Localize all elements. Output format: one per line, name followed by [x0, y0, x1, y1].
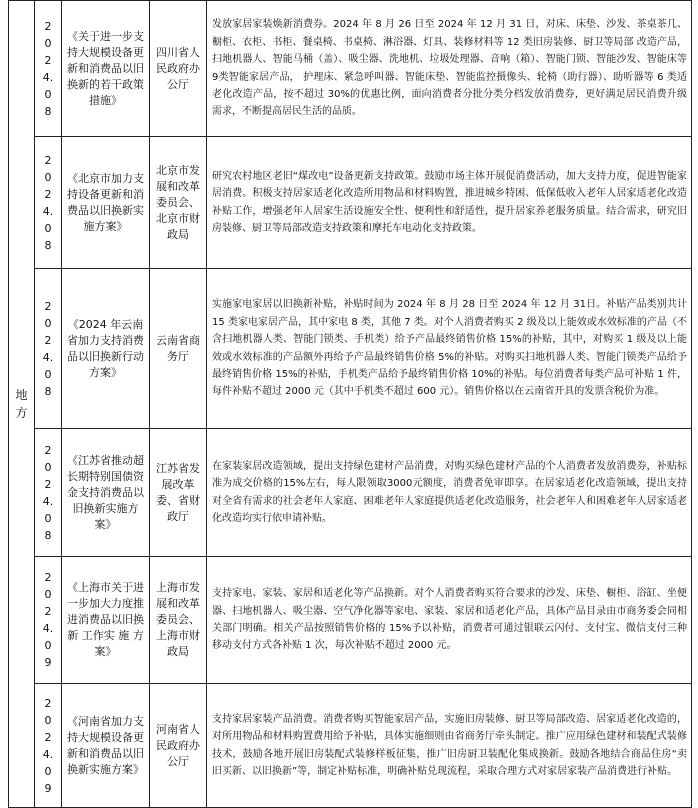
policy-content-cell: 实施家电家居以旧换新补贴，补贴时间为 2024 年 8 月 28 日至 2024 年 12 月 31日。补贴产品类别共计 15 类家电家居产品，其中家电 8 类，其他 7 类。对个人消费者购买 2 级及以上能效或水效标准的产品（不含扫地机器人类、智能门锁类、手机类）给予产品最终销售价格 15%的补贴，其中，对购买 1 级及以上能效或水效标准的产品额外再给予产品最终销售价格 5%的补贴。对购买扫地机器人类、智能门锁类产品给予最终销售价格 15%的补贴，手机类产品给予最终销售价格 10%的补贴。每位消费者每类产品可补贴 1 件，每件补贴不超过 2000 元（其中手机类不超过 600 元）。销售价格以在云南省开具的发票含税价为准。 — [207, 269, 692, 429]
date-cell — [35, 1, 62, 137]
policy-name-cell: 《河南省加力支持大规模设备更新和消费品以旧换新实施方案》 — [62, 684, 150, 808]
date-cell — [35, 429, 62, 557]
issuing-org-cell: 四川省人民政府办公厅 — [150, 1, 207, 137]
table-row — [9, 684, 692, 808]
policy-name-cell: 《2024 年云南省加力支持消费品以旧换新行动方案》 — [62, 269, 150, 429]
date-cell — [35, 557, 62, 684]
region-label: 地方 — [15, 388, 28, 420]
table-row — [9, 429, 692, 557]
issuing-org-cell: 云南省商务厅 — [150, 269, 207, 429]
date-text: 2024.08 — [42, 443, 54, 542]
date-cell — [35, 137, 62, 269]
region-cell — [9, 1, 35, 808]
date-text: 2024.09 — [42, 571, 54, 669]
policy-content-cell: 支持家电、家装、家居和适老化等产品换新。对个人消费者购买符合要求的沙发、床垫、橱柜、浴缸、坐便器、扫地机器人、吸尘器、空气净化器等家电、家装、家居和适老化产品，具体产品目录由市商务委会同相关部门明确。相关产品按照销售价格的 15%予以补贴，消费者可通过银联云闪付、支付宝、微信支付三种移动支付方式各补贴 1 次，每次补贴不超过 2000 元。 — [207, 557, 692, 684]
date-cell — [35, 684, 62, 808]
issuing-org-cell: 江苏省发展改革委、省财政厅 — [150, 429, 207, 557]
policy-name-cell: 《关于进一步支持大规模设备更新和消费品以旧换新的若干政策措施》 — [62, 1, 150, 137]
issuing-org-cell: 北京市发展和改革委员会、北京市财政局 — [150, 137, 207, 269]
date-text: 2024.08 — [42, 19, 54, 118]
date-text: 2024.08 — [42, 153, 54, 252]
policy-table — [8, 0, 692, 808]
policy-content-cell: 研究农村地区老旧“煤改电”设备更新支持政策。鼓励市场主体开展促消费活动，加大支持力度，促进智能家居消费。积极支持居家适老化改造所用物品和材料购置，推进城乡特困、低保低收入老年人居家适老化改造补贴工作，增强老年人居家生活设施安全性、便利性和舒适性，提升居家养老服务质量。结合需求，研究旧房装修、厨卫等局部改造支持政策和摩托车电动化支持政策。 — [207, 137, 692, 269]
issuing-org-cell: 上海市发展和改革委员会、上海市财政局 — [150, 557, 207, 684]
table-row — [9, 269, 692, 429]
issuing-org-cell: 河南省人民政府办公厅 — [150, 684, 207, 808]
policy-name-cell: 《北京市加力支持设备更新和消费品以旧换新实施方案》 — [62, 137, 150, 269]
policy-name-cell: 《江苏省推动超长期特别国债资金支持消费品以旧换新实施方案》 — [62, 429, 150, 557]
table-row — [9, 1, 692, 137]
date-cell — [35, 269, 62, 429]
policy-content-cell: 支持家居家装产品消费。消费者购买智能家居产品，实施旧房装修、厨卫等局部改造、居家适老化改造的，对所用物品和材料购置费用给予补贴，具体实施细则由省商务厅牵头制定。推广应用绿色建材和装配式装修技术，鼓励各地开展旧房装配式装修样板征集，推广旧房厨卫装配化集成换新。鼓励各地结合商品住房“卖旧买新、以旧换新”等，制定补贴标准，明确补贴兑现流程，采取合理方式对家居家装产品消费进行补贴。 — [207, 684, 692, 808]
policy-name-cell: 《上海市关于进一步加大力度推进消费品以旧换新 工作实 施 方案》 — [62, 557, 150, 684]
table-row — [9, 557, 692, 684]
date-text: 2024.09 — [42, 696, 54, 795]
policy-content-cell: 发放家居家装焕新消费券。2024 年 8 月 26 日至 2024 年 12 月 31 日，对床、床垫、沙发、茶桌茶几、橱柜、衣柜、书柜、餐桌椅、书桌椅、淋浴器、灯具、装修材料等 12 类旧房装修、厨卫等局部 改造产品，扫地机器人、智能马桶（盖）、吸尘器、洗地机、垃圾处理器、音响（箱）、智能门锁、智能沙发、智能床等9类智能家居产品， 护理床、紧急呼叫器、智能床垫、智能监控摄像头、轮椅（助行器）、助听器等 6 类适老化改造产品，按不超过 30%的优惠比例，面向消费者分批分类分档发放消费券，更好满足居民消费升级需求，不断提高居民生活的品质。 — [207, 1, 692, 137]
policy-content-cell: 在家装家居改造领域，提出支持绿色建材产品消费，对购买绿色建材产品的个人消费者发放消费券，补贴标准为成交价格的15%左右，每人限领取3000元额度，消费者免审即享。在居家适老化改造领域，提出支持对全省有需求的社会老年人家庭、困难老年人家庭提供适老化改造服务，社会老年人和困难老年人居家适老化改造均实行依申请补贴。 — [207, 429, 692, 557]
table-row — [9, 137, 692, 269]
date-text: 2024.08 — [42, 299, 54, 398]
